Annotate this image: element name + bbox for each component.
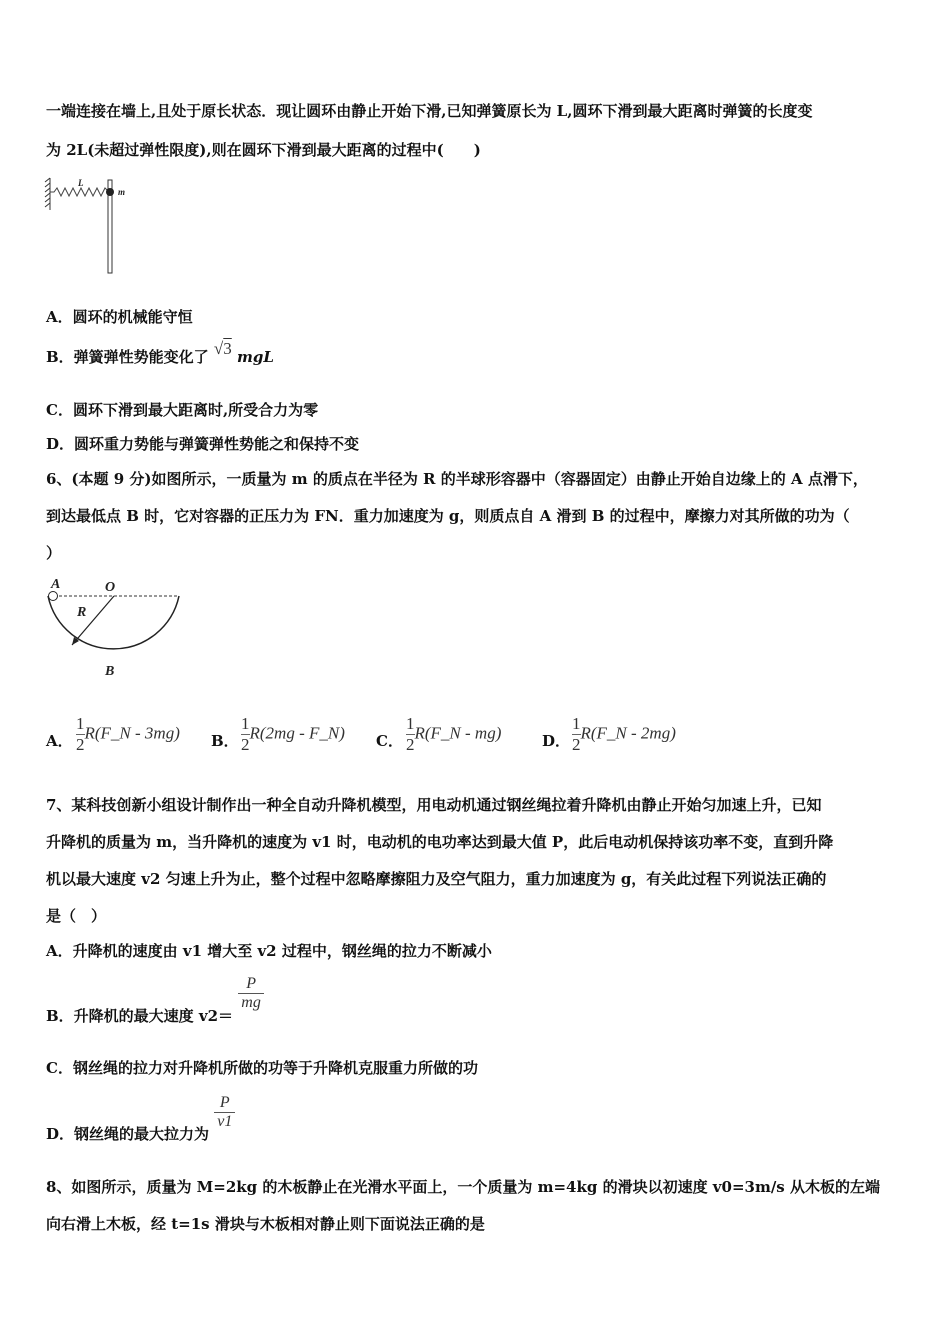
q6-option-c-label: C． bbox=[376, 732, 403, 750]
formula-expression: R(F_N - mg) bbox=[414, 723, 502, 743]
sqrt-symbol: √3 bbox=[213, 339, 232, 358]
q5-figure-spring-ring bbox=[44, 172, 144, 276]
q7-option-d bbox=[46, 1094, 235, 1143]
fraction-numerator: P bbox=[246, 975, 256, 992]
q6-option-d-label: D． bbox=[542, 732, 571, 750]
q7-line-2: 升降机的质量为 m，当升降机的速度为 v1 时，电动机的电功率达到最大值 P，此后电动机保持该功率不变，直到升降 bbox=[46, 833, 834, 851]
point-o-label: O bbox=[105, 580, 116, 595]
point-a-label: A bbox=[51, 577, 61, 592]
fraction-denominator: 2 bbox=[406, 735, 415, 754]
fraction-numerator: 1 bbox=[76, 714, 85, 733]
wall-hatching bbox=[45, 178, 50, 210]
fraction-denominator: v1 bbox=[214, 1112, 235, 1131]
q5-option-c: C．圆环下滑到最大距离时,所受合力为零 bbox=[46, 401, 319, 419]
q8-line-1: 8、如图所示，质量为 M=2kg 的木板静止在光滑水平面上，一个质量为 m=4kg 的滑块以初速度 v0=3m/s 从木板的左端 bbox=[46, 1178, 880, 1196]
formula-expression: R(F_N - 2mg) bbox=[580, 723, 676, 743]
fraction-numerator: 1 bbox=[572, 714, 581, 733]
fraction-numerator: 1 bbox=[406, 714, 415, 733]
q7-option-c: C．钢丝绳的拉力对升降机所做的功等于升降机克服重力所做的功 bbox=[46, 1059, 478, 1077]
point-b-label: B bbox=[105, 664, 115, 679]
q6-option-a-formula bbox=[76, 714, 180, 755]
fraction-denominator: 2 bbox=[76, 735, 85, 754]
q5-option-d: D．圆环重力势能与弹簧弹性势能之和保持不变 bbox=[46, 435, 360, 453]
fraction-numerator: P bbox=[219, 1094, 230, 1111]
q5-option-a: A．圆环的机械能守恒 bbox=[46, 308, 193, 326]
q7-option-b-fraction bbox=[238, 975, 264, 1012]
q6-line-3: ） bbox=[46, 544, 62, 562]
q6-option-a-label: A． bbox=[46, 732, 73, 750]
q7-option-d-text: D．钢丝绳的最大拉力为 bbox=[46, 1124, 210, 1143]
q7-line-4: 是（ ） bbox=[46, 907, 107, 925]
radius-arrow bbox=[72, 596, 114, 645]
fraction-denominator: 2 bbox=[572, 735, 581, 754]
fraction-denominator: 2 bbox=[241, 735, 250, 754]
q7-option-b-text: B．升降机的最大速度 v2＝ bbox=[46, 1006, 234, 1025]
radius-r-label: R bbox=[77, 605, 87, 620]
q7-option-b bbox=[46, 975, 264, 1025]
formula-expression: R(F_N - 3mg) bbox=[84, 723, 180, 743]
q6-options-row bbox=[46, 705, 746, 755]
fraction-numerator: 1 bbox=[241, 714, 250, 733]
q5-option-b bbox=[46, 339, 274, 368]
hemisphere-arc bbox=[48, 596, 179, 649]
q5-option-b-mgl: mgL bbox=[237, 348, 274, 366]
q7-line-3: 机以最大速度 v2 匀速上升为止，整个过程中忽略摩擦阻力及空气阻力，重力加速度为 g，有关此过程下列说法正确的 bbox=[46, 870, 827, 888]
q6-option-b-label: B． bbox=[211, 732, 239, 750]
q7-line-1: 7、某科技创新小组设计制作出一种全自动升降机模型，用电动机通过钢丝绳拉着升降机由静止开始匀加速上升，已知 bbox=[46, 796, 822, 814]
q6-option-d-formula bbox=[572, 714, 676, 755]
formula-expression: R(2mg - F_N) bbox=[249, 723, 345, 743]
q7-option-a: A．升降机的速度由 v1 增大至 v2 过程中，钢丝绳的拉力不断减小 bbox=[46, 942, 492, 960]
q5-option-b-text: B．弹簧弹性势能变化了 bbox=[46, 348, 209, 366]
q6-line-1: 6、(本题 9 分)如图所示，一质量为 m 的质点在半径为 R 的半球形容器中（容器固定）由静止开始自边缘上的 A 点滑下， bbox=[46, 470, 868, 488]
ring bbox=[106, 188, 114, 196]
q6-option-c-formula bbox=[406, 714, 501, 755]
q5-line-2: 为 2L(未超过弹性限度),则在圆环下滑到最大距离的过程中( ) bbox=[46, 141, 481, 159]
q6-figure-hemisphere bbox=[44, 574, 189, 680]
q8-line-2: 向右滑上木板，经 t=1s 滑块与木板相对静止则下面说法正确的是 bbox=[46, 1215, 485, 1233]
spring-length-label: L bbox=[78, 178, 84, 188]
q5-line-1: 一端连接在墙上,且处于原长状态．现让圆环由静止开始下滑,已知弹簧原长为 L,圆环下滑到最大距离时弹簧的长度变 bbox=[46, 102, 813, 120]
q6-option-b-formula bbox=[241, 714, 345, 755]
q6-line-2: 到达最低点 B 时，它对容器的正压力为 FN．重力加速度为 g，则质点自 A 滑到 B 的过程中，摩擦力对其所做的功为（ bbox=[46, 507, 850, 525]
ring-mass-label: m bbox=[118, 187, 126, 197]
mass-point-a bbox=[49, 592, 58, 601]
spring bbox=[50, 188, 110, 196]
q7-option-d-fraction bbox=[214, 1094, 235, 1131]
fraction-denominator: mg bbox=[238, 993, 264, 1012]
sqrt-radicand: 3 bbox=[223, 339, 232, 358]
